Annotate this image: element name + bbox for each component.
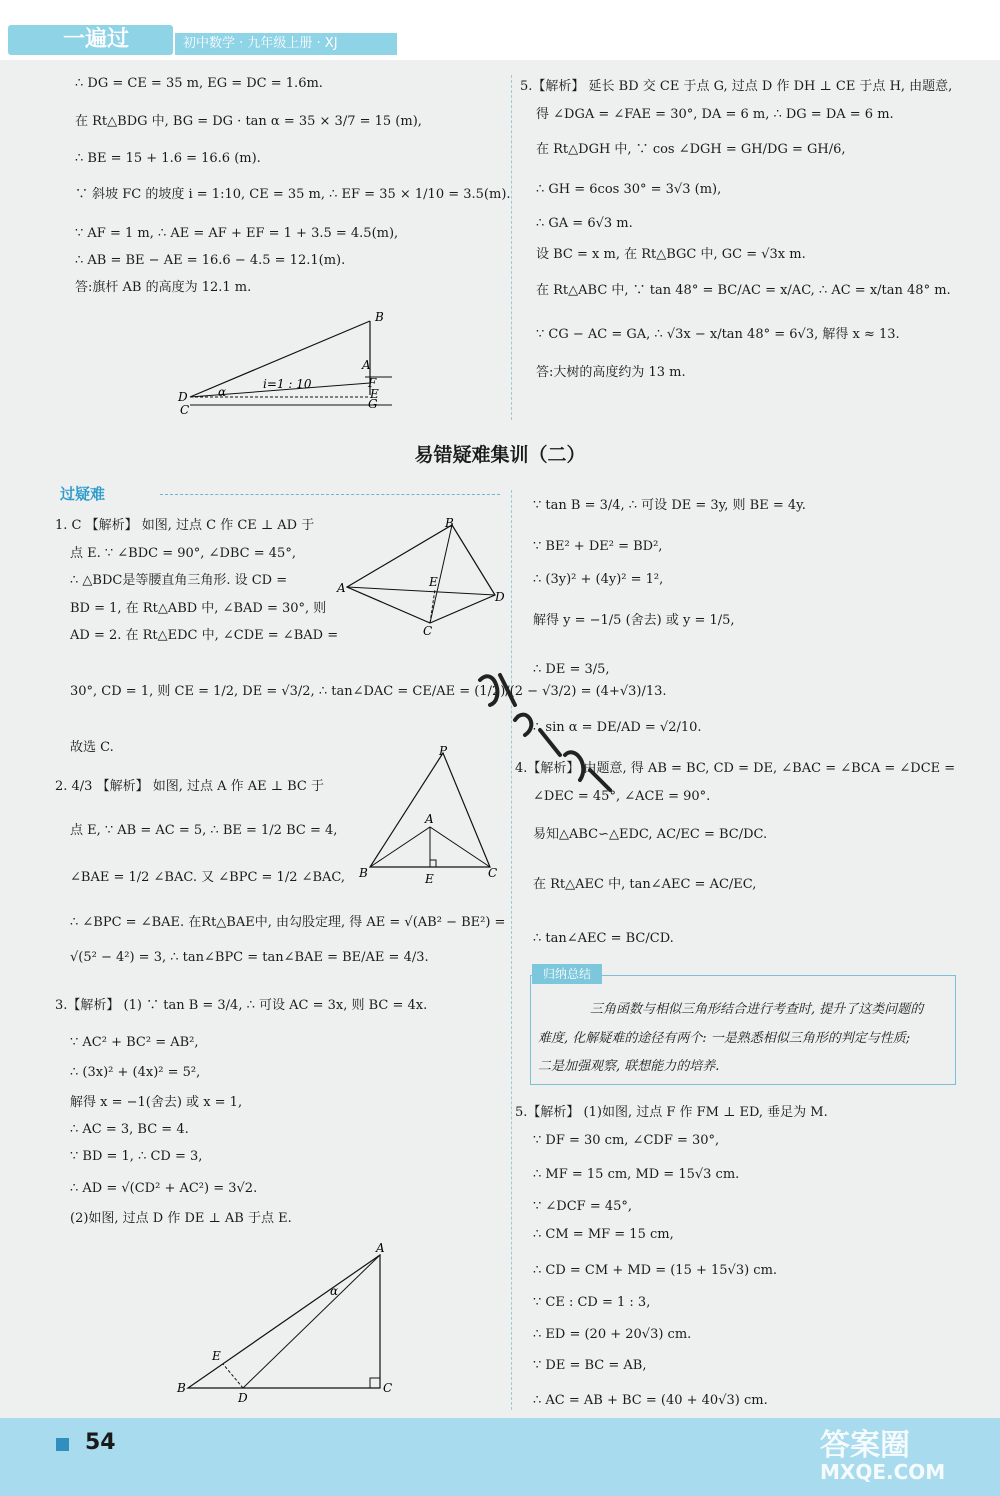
text-line: 点 E, ∵ AB = AC = 5, ∴ BE = 1/2 BC = 4, xyxy=(70,823,338,838)
text-line: 点 E. ∵ ∠BDC = 90°, ∠DBC = 45°, xyxy=(70,546,296,561)
summary-line: 三角函数与相似三角形结合进行考查时, 提升了这类问题的 xyxy=(590,1002,924,1017)
text-line: ∵ DF = 30 cm, ∠CDF = 30°, xyxy=(533,1133,720,1148)
text-line: BD = 1, 在 Rt△ABD 中, ∠BAD = 30°, 则 xyxy=(70,601,327,616)
fig1-label: E xyxy=(370,387,379,401)
text-line: ∴ CD = CM + MD = (15 + 15√3) cm. xyxy=(533,1263,778,1278)
text-line: 4.【解析】 由题意, 得 AB = BC, CD = DE, ∠BAC = ∠BCA = ∠DCE = xyxy=(515,761,956,776)
section-title: 易错疑难集训（二） xyxy=(414,444,586,466)
quadrilateral-figure xyxy=(335,515,510,640)
fig3-label: B xyxy=(359,866,368,880)
text-line: ∴ sin α = DE/AD = √2/10. xyxy=(533,720,702,735)
fig1-label: C xyxy=(180,403,190,417)
text-line: ∠DEC = 45°, ∠ACE = 90°. xyxy=(533,789,711,804)
summary-line: 二是加强观察, 联想能力的培养. xyxy=(538,1059,720,1074)
text-line: 5.【解析】 延长 BD 交 CE 于点 G, 过点 D 作 DH ⊥ CE 于点 H, 由题意, xyxy=(520,79,953,94)
summary-tag: 归纳总结 xyxy=(532,964,602,984)
text-line: ∴ MF = 15 cm, MD = 15√3 cm. xyxy=(533,1167,740,1182)
page-marker-icon xyxy=(56,1438,69,1451)
text-line: ∴ AC = 3, BC = 4. xyxy=(70,1122,189,1137)
fig1-label: A xyxy=(362,358,371,372)
right-triangle-figure xyxy=(170,1240,405,1405)
text-line: ∴ AC = AB + BC = (40 + 40√3) cm. xyxy=(533,1393,768,1408)
fig1-label: α xyxy=(218,385,227,399)
text-line: ∴ ED = (20 + 20√3) cm. xyxy=(533,1327,692,1342)
text-line: 得 ∠DGA = ∠FAE = 30°, DA = 6 m, ∴ DG = DA = 6 m. xyxy=(536,107,894,122)
text-line: ∴ BE = 15 + 1.6 = 16.6 (m). xyxy=(75,151,261,166)
fig3-label: C xyxy=(488,866,498,880)
text-line: ∴ DE = 3/5, xyxy=(533,662,610,677)
text-line: 答:大树的高度约为 13 m. xyxy=(536,365,686,380)
text-line: ∵ tan B = 3/4, ∴ 可设 DE = 3y, 则 BE = 4y. xyxy=(533,498,806,513)
text-line: 在 Rt△ABC 中, ∵ tan 48° = BC/AC = x/AC, ∴ AC = x/tan 48° m. xyxy=(536,283,951,298)
fig2-label: A xyxy=(337,581,346,595)
text-line: 解得 y = −1/5 (舍去) 或 y = 1/5, xyxy=(533,613,735,628)
fig1-label: F xyxy=(368,376,377,390)
page-header xyxy=(0,0,1000,60)
text-line: 在 Rt△AEC 中, tan∠AEC = AC/EC, xyxy=(533,877,757,892)
text-line: ∴ ∠BPC = ∠BAE. 在Rt△BAE中, 由勾股定理, 得 AE = √(AB² − BE²) = xyxy=(70,915,506,930)
text-line: ∵ CG − AC = GA, ∴ √3x − x/tan 48° = 6√3, 解得 x ≈ 13. xyxy=(536,327,900,342)
fig3-label: P xyxy=(439,745,448,758)
text-line: (2)如图, 过点 D 作 DE ⊥ AB 于点 E. xyxy=(70,1211,292,1226)
text-line: 易知△ABC∽△EDC, AC/EC = BC/DC. xyxy=(533,827,768,842)
fig3-label: E xyxy=(425,872,434,886)
summary-line: 难度, 化解疑难的途径有两个: 一是熟悉相似三角形的判定与性质; xyxy=(538,1031,911,1046)
watermark-url: MXQE.COM xyxy=(820,1460,946,1484)
fig4-label: D xyxy=(238,1391,248,1405)
fig3-label: A xyxy=(425,812,434,826)
text-line: 答:旗杆 AB 的高度为 12.1 m. xyxy=(75,280,252,295)
fig4-label: A xyxy=(376,1241,385,1255)
column-divider xyxy=(511,75,512,420)
text-line: ∵ BE² + DE² = BD², xyxy=(533,539,663,554)
fig4-label: α xyxy=(330,1284,339,1298)
text-line: 在 Rt△BDG 中, BG = DG · tan α = 35 × 3/7 = 15 (m), xyxy=(75,114,422,129)
text-line: 解得 x = −1(舍去) 或 x = 1, xyxy=(70,1095,243,1110)
text-line: ∴ AB = BE − AE = 16.6 − 4.5 = 12.1(m). xyxy=(75,253,346,268)
text-line: 2. 4/3 【解析】 如图, 过点 A 作 AE ⊥ BC 于 xyxy=(55,779,325,794)
text-line: ∠BAE = 1/2 ∠BAC. 又 ∠BPC = 1/2 ∠BAC, xyxy=(70,870,346,885)
text-line: ∴ GA = 6√3 m. xyxy=(536,216,633,231)
text-line: ∴ AD = √(CD² + AC²) = 3√2. xyxy=(70,1181,258,1196)
subsection-title: 过疑难 xyxy=(60,485,106,503)
text-line: ∵ AC² + BC² = AB², xyxy=(70,1035,199,1050)
text-line: 故选 C. xyxy=(70,740,114,755)
fig4-label: B xyxy=(177,1381,186,1395)
fig2-label: C xyxy=(423,624,433,638)
text-line: ∴ CM = MF = 15 cm, xyxy=(533,1227,674,1242)
fig1-label: B xyxy=(375,310,384,324)
text-line: ∵ BD = 1, ∴ CD = 3, xyxy=(70,1149,203,1164)
subsection-rule xyxy=(160,494,500,495)
text-line: 1. C 【解析】 如图, 过点 C 作 CE ⊥ AD 于 xyxy=(55,518,315,533)
page-number: 54 xyxy=(85,1430,116,1455)
text-line: ∴ (3y)² + (4y)² = 1², xyxy=(533,572,664,587)
book-subtitle: 初中数学 · 九年级上册 · XJ xyxy=(175,33,397,55)
text-line: 在 Rt△DGH 中, ∵ cos ∠DGH = GH/DG = GH/6, xyxy=(536,142,846,157)
column-divider xyxy=(511,490,512,1410)
text-line: 30°, CD = 1, 则 CE = 1/2, DE = √3/2, ∴ tan∠DAC = CE/AE = (1/2)/(2 − √3/2) = (4+√3)/13. xyxy=(70,684,667,699)
text-line: ∵ 斜坡 FC 的坡度 i = 1:10, CE = 35 m, ∴ EF = 35 × 1/10 = 3.5(m). xyxy=(75,187,511,202)
text-line: ∵ AF = 1 m, ∴ AE = AF + EF = 1 + 3.5 = 4.5(m), xyxy=(75,226,399,241)
fig4-label: E xyxy=(212,1349,221,1363)
fig2-label: D xyxy=(495,590,505,604)
text-line: ∵ DE = BC = AB, xyxy=(533,1358,647,1373)
text-line: 设 BC = x m, 在 Rt△BGC 中, GC = √3x m. xyxy=(536,247,806,262)
flagpole-figure xyxy=(170,305,405,420)
text-line: ∴ △BDC是等腰直角三角形. 设 CD = xyxy=(70,573,288,588)
text-line: 3.【解析】 (1) ∵ tan B = 3/4, ∴ 可设 AC = 3x, 则 BC = 4x. xyxy=(55,998,428,1013)
text-line: ∴ DG = CE = 35 m, EG = DC = 1.6m. xyxy=(75,76,323,91)
text-line: ∴ tan∠AEC = BC/CD. xyxy=(533,931,674,946)
fig1-label: i=1 : 10 xyxy=(263,377,312,391)
series-logo: 一遍过 xyxy=(8,25,173,55)
watermark-logo: 答案圈 xyxy=(820,1428,910,1463)
fig2-label: B xyxy=(445,516,454,530)
fig2-label: E xyxy=(429,575,438,589)
text-line: ∵ CE : CD = 1 : 3, xyxy=(533,1295,651,1310)
fig1-label: G xyxy=(368,397,378,411)
fig4-label: C xyxy=(383,1381,393,1395)
text-line: 5.【解析】 (1)如图, 过点 F 作 FM ⊥ ED, 垂足为 M. xyxy=(515,1105,828,1120)
text-line: √(5² − 4²) = 3, ∴ tan∠BPC = tan∠BAE = BE/AE = 4/3. xyxy=(70,950,429,965)
text-line: ∵ ∠DCF = 45°, xyxy=(533,1199,633,1214)
text-line: AD = 2. 在 Rt△EDC 中, ∠CDE = ∠BAD = xyxy=(70,628,339,643)
text-line: ∴ (3x)² + (4x)² = 5², xyxy=(70,1065,201,1080)
text-line: ∴ GH = 6cos 30° = 3√3 (m), xyxy=(536,182,722,197)
fig1-label: D xyxy=(178,390,188,404)
